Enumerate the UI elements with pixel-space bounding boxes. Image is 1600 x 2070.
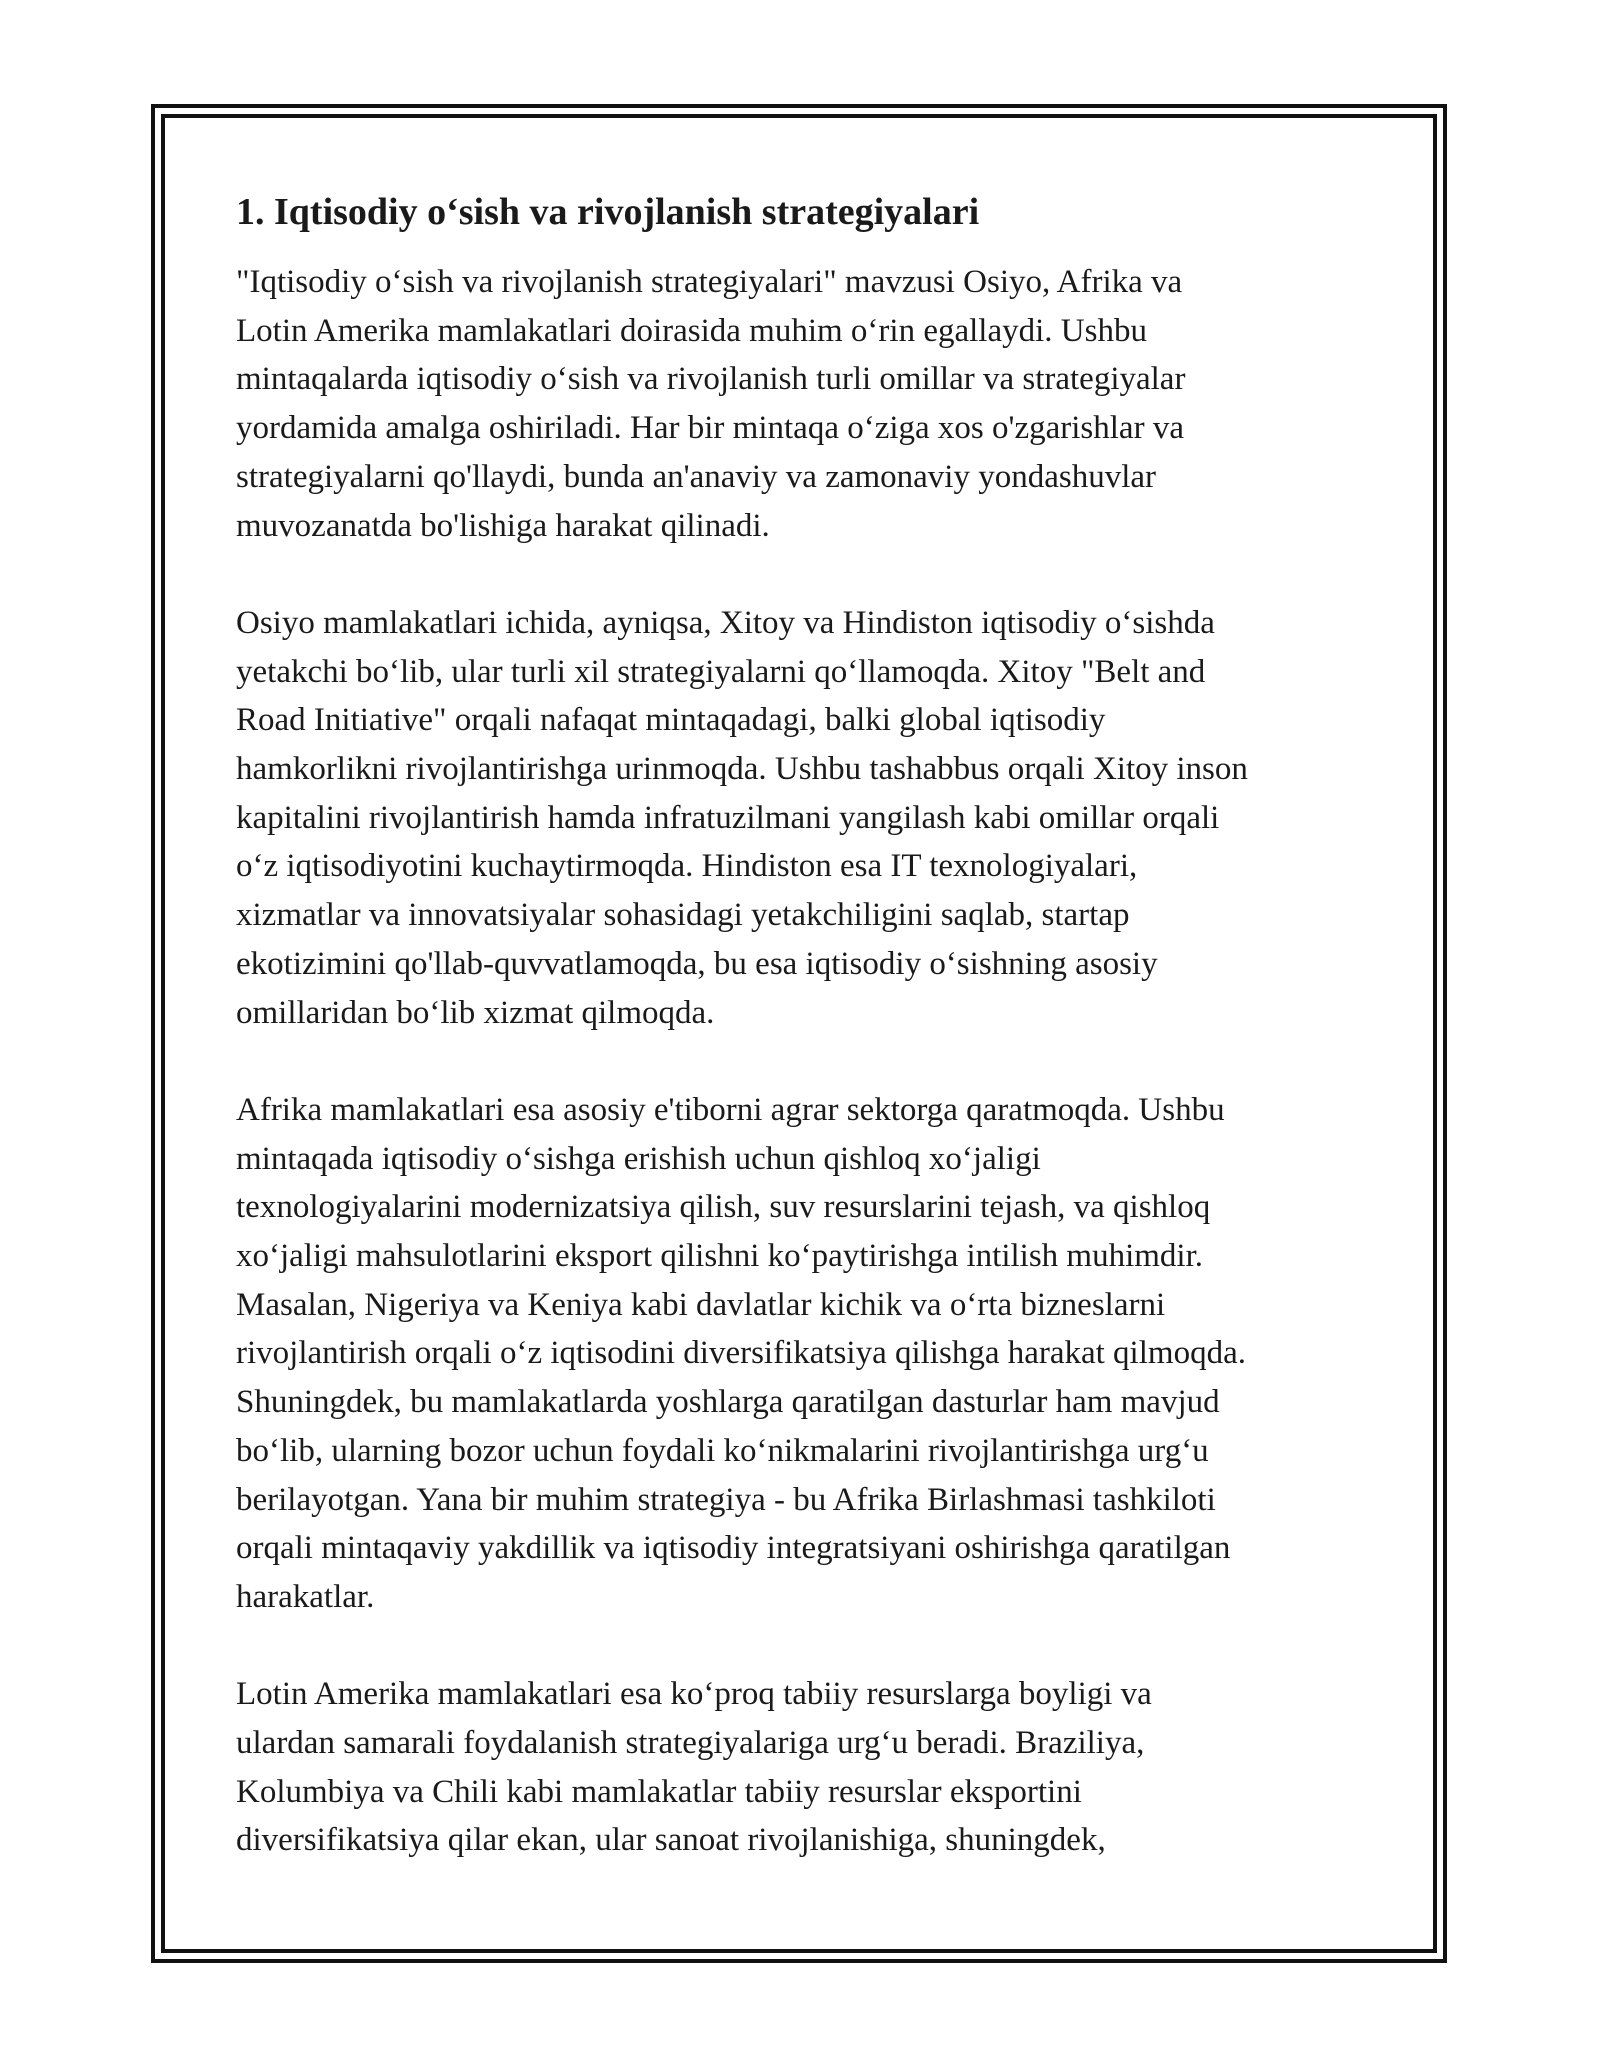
text-line: ulardan samarali foydalanish strategiyalariga urg‘u beradi. Braziliya, (236, 1725, 1145, 1762)
text-line: berilayotgan. Yana bir muhim strategiya - bu Afrika Birlashmasi tashkiloti (236, 1481, 1216, 1518)
text-line: xo‘jaligi mahsulotlarini eksport qilishni ko‘paytirishga intilish muhimdir. (236, 1238, 1204, 1275)
paragraph-africa (236, 1086, 1396, 1622)
document-body (236, 186, 1396, 1914)
text-line: Kolumbiya va Chili kabi mamlakatlar tabiiy resurslar eksportini (236, 1773, 1082, 1810)
text-line: hamkorlikni rivojlantirishga urinmoqda. Ushbu tashabbus orqali Xitoy inson (236, 751, 1248, 788)
text-line: omillaridan bo‘lib xizmat qilmoqda. (236, 994, 715, 1031)
section-title: 1. Iqtisodiy o‘sish va rivojlanish strategiyalari (236, 191, 980, 233)
text-line: orqali mintaqaviy yakdillik va iqtisodiy integratsiyani oshirishga qaratilgan (236, 1530, 1231, 1567)
text-line: yordamida amalga oshiriladi. Har bir mintaqa o‘ziga xos o'zgarishlar va (236, 410, 1184, 447)
text-line: Lotin Amerika mamlakatlari esa ko‘proq tabiiy resurslarga boyligi va (236, 1676, 1152, 1713)
text-line: rivojlantirish orqali o‘z iqtisodini diversifikatsiya qilishga harakat qilmoqda. (236, 1335, 1246, 1372)
text-line: bo‘lib, ularning bozor uchun foydali ko‘nikmalarini rivojlantirishga urg‘u (236, 1432, 1209, 1469)
text-line: mintaqada iqtisodiy o‘sishga erishish uchun qishloq xo‘jaligi (236, 1140, 1041, 1177)
text-line: o‘z iqtisodiyotini kuchaytirmoqda. Hindiston esa IT texnologiyalari, (236, 848, 1138, 885)
paragraph-asia (236, 599, 1396, 1037)
text-line: Shuningdek, bu mamlakatlarda yoshlarga qaratilgan dasturlar ham mavjud (236, 1384, 1220, 1421)
text-line: mintaqalarda iqtisodiy o‘sish va rivojlanish turli omillar va strategiyalar (236, 361, 1186, 398)
text-line: Afrika mamlakatlari esa asosiy e'tiborni agrar sektorga qaratmoqda. Ushbu (236, 1091, 1225, 1128)
text-line: Osiyo mamlakatlari ichida, ayniqsa, Xitoy va Hindiston iqtisodiy o‘sishda (236, 604, 1215, 641)
text-line: texnologiyalarini modernizatsiya qilish, suv resurslarini tejash, va qishloq (236, 1189, 1211, 1226)
paragraph-intro (236, 258, 1396, 550)
paragraph-latin-america (236, 1670, 1396, 1865)
text-line: diversifikatsiya qilar ekan, ular sanoat rivojlanishiga, shuningdek, (236, 1822, 1106, 1859)
text-line: Masalan, Nigeriya va Keniya kabi davlatlar kichik va o‘rta bizneslarni (236, 1286, 1166, 1323)
text-line: muvozanatda bo'lishiga harakat qilinadi. (236, 507, 770, 544)
text-line: kapitalini rivojlantirish hamda infratuzilmani yangilash kabi omillar orqali (236, 799, 1220, 836)
text-line: Road Initiative" orqali nafaqat mintaqadagi, balki global iqtisodiy (236, 702, 1106, 739)
text-line: ekotizimini qo'llab-quvvatlamoqda, bu esa iqtisodiy o‘sishning asosiy (236, 945, 1158, 982)
text-line: xizmatlar va innovatsiyalar sohasidagi yetakchiligini saqlab, startap (236, 897, 1130, 934)
text-line: yetakchi bo‘lib, ular turli xil strategiyalarni qo‘llamoqda. Xitoy "Belt and (236, 653, 1206, 690)
text-line: Lotin Amerika mamlakatlari doirasida muhim o‘rin egallaydi. Ushbu (236, 312, 1147, 349)
text-line: "Iqtisodiy o‘sish va rivojlanish strategiyalari" mavzusi Osiyo, Afrika va (236, 264, 1183, 300)
text-line: strategiyalarni qo'llaydi, bunda an'anaviy va zamonaviy yondashuvlar (236, 458, 1157, 495)
text-line: harakatlar. (236, 1578, 375, 1615)
